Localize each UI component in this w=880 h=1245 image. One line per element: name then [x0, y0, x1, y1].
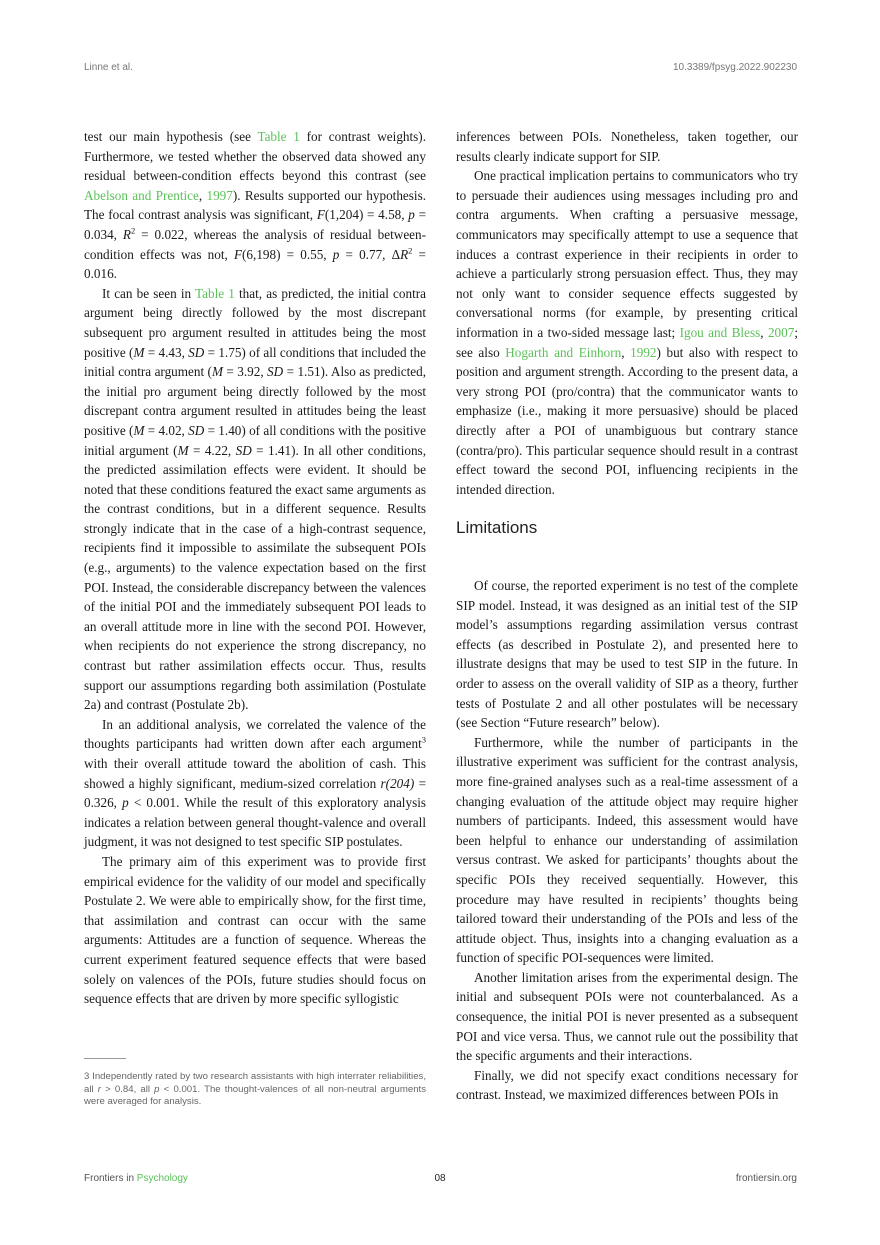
citation-link[interactable]: Hogarth and Einhorn — [505, 344, 622, 360]
text-run: One practical implication pertains to communicators who try to persuade their audiences using messages including pro and contra arguments. When crafting a persuasive message, communicators may specifically attempt to use a sequence that induces a contrast experience in their recipients in order to achieve a particularly strong persuasion effect. Thus, they may not only want to consider sequence effects suggested by conversational norms (for example, by presenting critical information in a two-sided message last; — [456, 168, 798, 340]
text-run: ) but also with respect to position and argument strength. According to the present data, a very strong POI (pro/contra) that the communicator wants to emphasize (i.e., making it more persuasive) should be placed directly after a POI of unambiguous but contrary stance (contra/pro). This particular sequence should result in a contrast effect toward the second POI, influencing recipients in the intended direction. — [456, 344, 799, 497]
italic-text: p — [154, 1083, 160, 1095]
paragraph — [84, 715, 426, 852]
italic-text: SD — [267, 364, 284, 380]
paragraph — [84, 284, 426, 715]
superscript: 3 — [421, 735, 426, 746]
citation-link[interactable]: Abelson and Prentice — [84, 187, 199, 203]
text-run: = 1.41). In all other conditions, the predicted assimilation effects were evident. It should be noted that these conditions featured the exact same arguments as the contrast conditions, but in a different sequence. Results strongly indicate that in the case of a high-contrast sequence, recipients find it impossible to assimilate the subsequent POIs (e.g., arguments) to the valence expectation based on the first POI. Instead, the considerable discrepancy between the valences of the initial POI and the immediately subsequent POI leads to an overall attitude more in line with the second POI. However, when recipients do not experience the strong discrepancy, no contrast but rather assimilation effects occur. Thus, results support our assumptions regarding both assimilation (Postulate 2a) and contrast (Postulate 2b). — [84, 442, 426, 713]
citation-link[interactable]: Table 1 — [195, 285, 235, 301]
text-run: for contrast weights). Furthermore, we tested whether the observed data showed any residual between-condition effects beyond this contrast (see — [84, 129, 426, 184]
text-run: = 1.51). Also as predicted, the initial pro argument being directly followed by the most discrepant contra argument resulted in attitudes being the least positive ( — [84, 364, 427, 438]
paragraph — [84, 852, 426, 1009]
text-run: Finally, we did not specify exact conditions necessary for contrast. Instead, we maximized differences between POIs in — [456, 1067, 798, 1103]
italic-text: M — [133, 344, 145, 360]
italic-text: SD — [188, 344, 205, 360]
text-run: 3 Independently rated by two research assistants with high interrater reliabilities, all — [84, 1071, 426, 1095]
running-header-authors: Linne et al. — [84, 62, 133, 73]
footnote-divider — [84, 1058, 126, 1059]
citation-link[interactable]: Table 1 — [257, 129, 300, 144]
text-run: (6,198) = 0.55, — [242, 246, 333, 262]
running-header-doi[interactable]: 10.3389/fpsyg.2022.902230 — [673, 62, 797, 73]
page-number: 08 — [434, 1173, 446, 1184]
text-run: > 0.84, all — [100, 1083, 155, 1095]
text-run: = 1.75) of all conditions that included the initial contra argument ( — [84, 344, 426, 380]
text-run: < 0.001. The thought-valences of all non-neutral arguments were averaged for analysis. — [84, 1083, 426, 1108]
paragraph — [456, 968, 798, 1066]
italic-text: F — [316, 207, 325, 223]
italic-text: p — [332, 246, 340, 262]
text-run: test our main hypothesis (see — [84, 129, 258, 144]
paragraph — [84, 127, 426, 284]
text-run: = 3.92, — [222, 364, 268, 380]
text-run: Furthermore, while the number of participants in the illustrative experiment was sufficient for the contrast analysis, more fine-grained analyses such as a real-time assessment of a changing evaluation of the attitude object may require higher numbers of participants. Indeed, this assessment would have been helpful to enhance our understanding of assimilation versus contrast. We asked for participants’ thoughts about the specific POIs they received sequentially. However, this procedure may have resulted in recipients’ thoughts being tailored toward their understanding of the POIs and less of the attitude object. Thus, insights into a changing evaluation as a function of specific POI-sequences were limited. — [456, 734, 798, 966]
text-run: that, as predicted, the initial contra argument being directly followed by the most discrepant subsequent pro argument resulted in attitudes being the most positive ( — [84, 285, 426, 360]
text-run: Another limitation arises from the experimental design. The initial and subsequent POIs were not counterbalanced. As a consequence, the initial POI is never presented as a subsequent POI and vice versa. Thus, we cannot rule out the possibility that the specific arguments and their interactions. — [456, 969, 798, 1064]
italic-text: r — [97, 1083, 101, 1095]
text-run: = 4.22, — [188, 442, 236, 458]
italic-text: R — [122, 226, 131, 242]
footer-journal-prefix: Frontiers in — [84, 1173, 137, 1184]
footnote — [84, 1071, 426, 1109]
paragraph — [456, 166, 798, 499]
text-run: = 0.016. — [84, 246, 426, 282]
text-run: , — [621, 344, 631, 360]
text-run: ). Results supported our hypothesis. The focal contrast analysis was significant, — [84, 187, 426, 223]
paragraph — [456, 576, 798, 733]
citation-link[interactable]: Igou and Bless — [679, 324, 761, 340]
paragraph — [456, 1066, 798, 1105]
citation-link[interactable]: 1997 — [206, 187, 233, 203]
text-run: Of course, the reported experiment is no test of the complete SIP model. Instead, it was designed as an initial test of the SIP model’s assumptions regarding assimilation versus contrast effects (as described in Postulate 2), and presented here to illustrate designs that may be used to test SIP in the future. In order to assess on the overall validity of SIP as a theory, further tests of Postulate 2 and all other postulates will be necessary (see Section “Future research” below). — [456, 578, 798, 731]
citation-link[interactable]: 1992 — [630, 344, 657, 360]
italic-text: r(204) — [380, 775, 415, 791]
text-run: ; see also — [456, 324, 798, 360]
footer-site-link[interactable]: frontiersin.org — [735, 1173, 797, 1184]
italic-text: p — [122, 795, 129, 811]
italic-text: M — [133, 422, 145, 438]
text-run: with their overall attitude toward the abolition of cash. This showed a highly significant, medium-sized correlation — [84, 756, 426, 791]
section-heading-limitations: Limitations — [456, 518, 538, 537]
text-run: It can be seen in — [102, 285, 195, 301]
text-run: = 0.77, Δ — [339, 246, 401, 262]
text-run: , — [198, 187, 207, 203]
left-column — [84, 127, 426, 1009]
italic-text: R — [400, 246, 409, 262]
paragraph — [456, 733, 798, 968]
text-run: (1,204) = 4.58, — [324, 207, 409, 223]
text-run: , — [760, 324, 768, 340]
italic-text: M — [177, 442, 189, 458]
text-run: < 0.001. While the result of this exploratory analysis indicates a relation between general thought-valence and overall judgment, it was not designed to test specific SIP postulates. — [84, 795, 426, 850]
italic-text: p — [408, 207, 415, 223]
text-run: The primary aim of this experiment was to provide first empirical evidence for the validity of our model and specifically Postulate 2. We were able to empirically show, for the first time, that assimilation and contrast can occur with the same arguments: Attitudes are a function of sequence. Whereas the current experiment featured sequence effects that were based solely on valences of the POIs, future studies should focus on sequence effects that are driven by more specific syllogistic — [84, 853, 426, 1007]
text-run: = 0.034, — [84, 207, 427, 242]
italic-text: SD — [188, 422, 205, 438]
citation-link[interactable]: 2007 — [767, 324, 795, 340]
italic-text: SD — [235, 442, 252, 458]
text-run: = 0.326, — [84, 775, 427, 811]
text-run: = 4.02, — [144, 422, 189, 438]
text-run: inferences between POIs. Nonetheless, taken together, our results clearly indicate support for SIP. — [456, 129, 798, 164]
italic-text: F — [233, 246, 243, 262]
paragraph — [456, 127, 798, 166]
right-column-limitations — [456, 576, 798, 1105]
right-column-top — [456, 127, 798, 499]
italic-text: M — [211, 364, 223, 380]
text-run: In an additional analysis, we correlated the valence of the thoughts participants had written down after each argument — [84, 716, 426, 752]
superscript: 2 — [408, 245, 413, 256]
superscript: 2 — [130, 225, 136, 236]
text-run: = 1.40) of all conditions with the positive initial argument ( — [84, 422, 426, 458]
footer-journal-link[interactable]: Psychology — [136, 1173, 188, 1184]
text-run: = 4.43, — [144, 344, 189, 360]
text-run: = 0.022, whereas the analysis of residual between-condition effects was not, — [84, 226, 427, 262]
